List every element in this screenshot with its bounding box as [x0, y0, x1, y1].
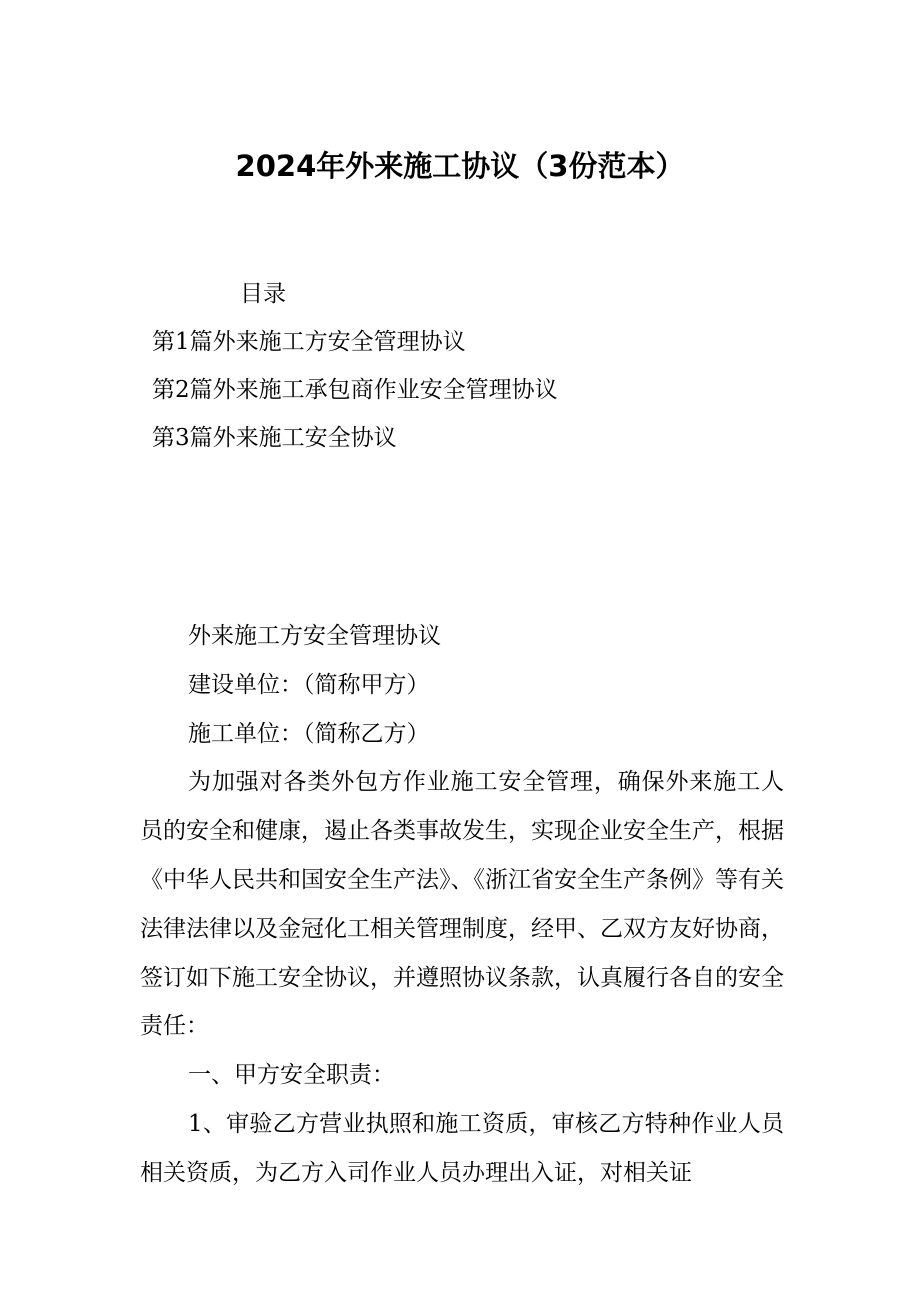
table-of-contents: [152, 326, 558, 470]
intro-paragraph: 为加强对各类外包方作业施工安全管理，确保外来施工人员的安全和健康，遏止各类事故发生，实现企业安全生产，根据《中华人民共和国安全生产法》、《浙江省安全生产条例》等有关法律法律以及金冠化工相关管理制度，经甲、乙双方友好协商，签订如下施工安全协议，并遵照协议条款，认真履行各自的安全责任：: [140, 769, 784, 1040]
toc-item-3[interactable]: 第3篇外来施工安全协议: [152, 425, 397, 451]
document-title: 2024年外来施工协议（3份范本）: [235, 149, 685, 183]
party-b-line: 施工单位：（简称乙方）: [188, 720, 430, 747]
document-body: [140, 612, 784, 1198]
toc-heading: 目录: [240, 281, 286, 307]
toc-item-1[interactable]: 第1篇外来施工方安全管理协议: [152, 329, 466, 355]
clause-1-paragraph: 1、审验乙方营业执照和施工资质，审核乙方特种作业人员相关资质，为乙方入司作业人员办理出入证，对相关证: [140, 1110, 784, 1186]
party-a-line: 建设单位：（简称甲方）: [188, 671, 430, 698]
clause-heading: 一、甲方安全职责：: [188, 1062, 395, 1089]
section-heading: 外来施工方安全管理协议: [188, 623, 441, 649]
toc-item-2[interactable]: 第2篇外来施工承包商作业安全管理协议: [152, 377, 558, 403]
